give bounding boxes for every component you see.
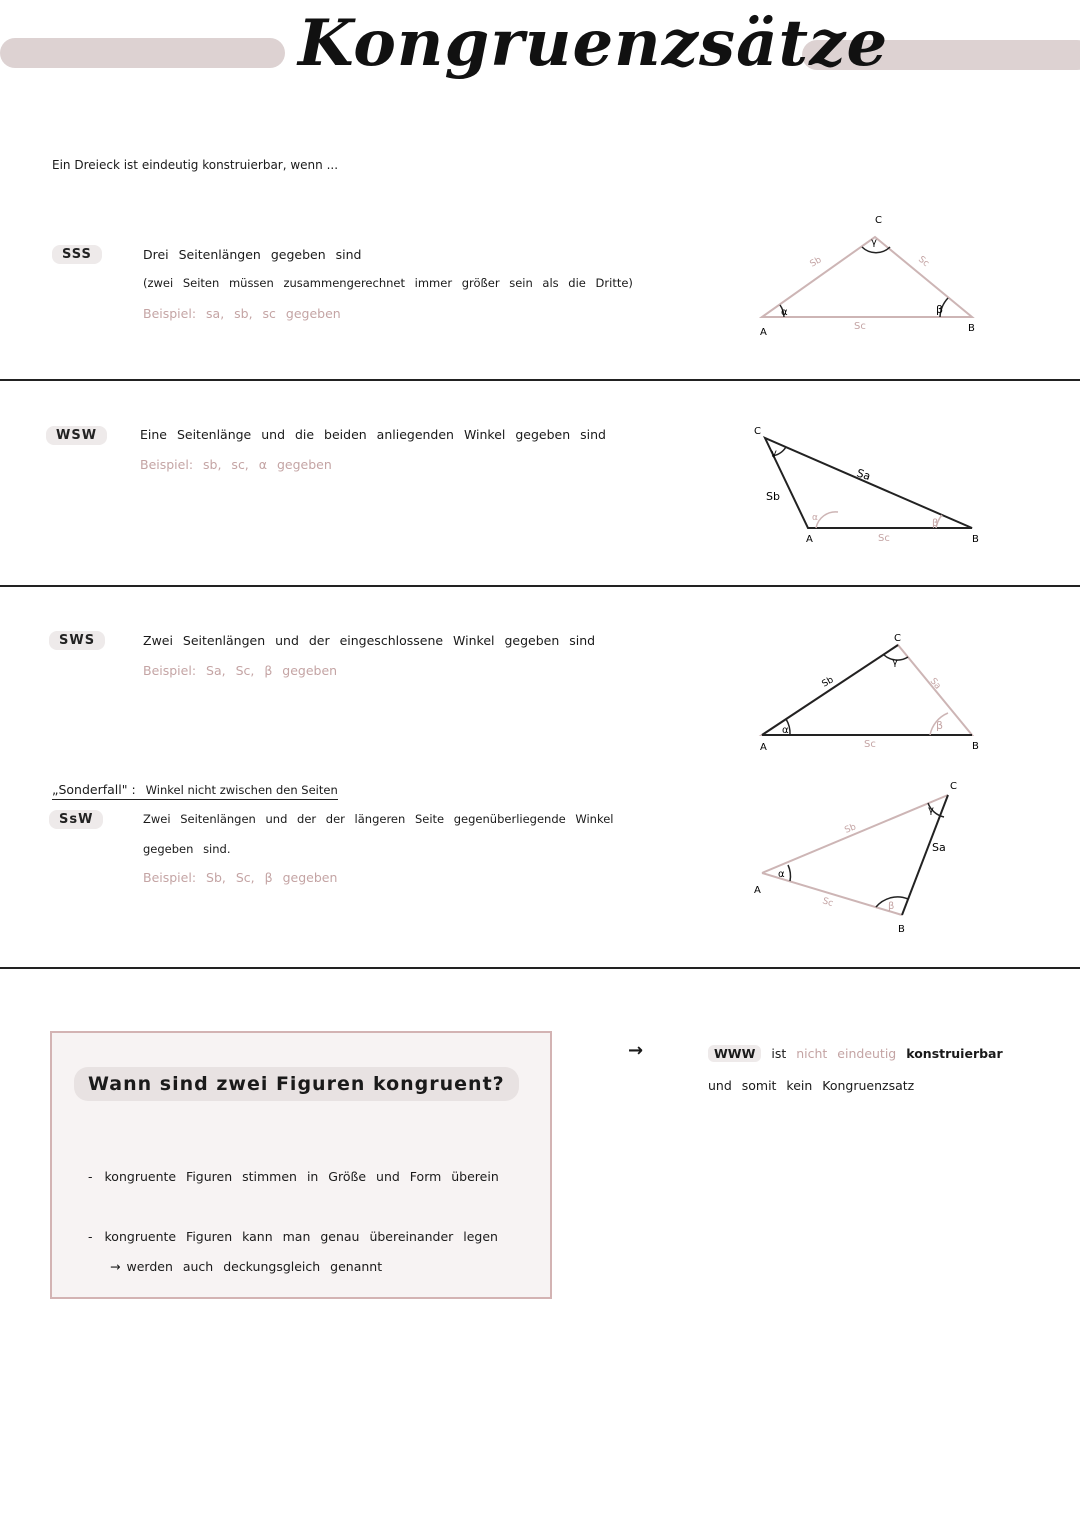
- wsw-line-1: Eine Seitenlänge und die beiden anliegenden Winkel gegeben sind: [140, 427, 606, 442]
- example-suffix: gegeben: [285, 306, 341, 321]
- triangle-sss: [750, 205, 990, 345]
- sss-line-1: Drei Seitenlängen gegeben sind: [143, 247, 362, 262]
- arrow-icon: →: [110, 1259, 121, 1274]
- ssw-line-2: gegeben sind.: [143, 842, 231, 856]
- vertex-a: A: [806, 534, 813, 545]
- example-values: Sb, Sc, β: [206, 870, 273, 885]
- tag-wsw: WSW: [46, 426, 107, 445]
- www-arrow: →: [628, 1040, 644, 1061]
- sws-example: [143, 663, 337, 678]
- triangle-wsw: [750, 420, 990, 555]
- angle-beta: β: [936, 719, 944, 732]
- page-title: Kongruenzsätze: [298, 6, 889, 81]
- tag-sws: SWS: [49, 631, 105, 650]
- vertex-c: C: [875, 215, 882, 226]
- example-label: Beispiel:: [140, 457, 194, 472]
- angle-alpha: α: [778, 869, 785, 880]
- bullet-sub: [110, 1259, 382, 1274]
- angle-gamma: γ: [892, 657, 898, 668]
- sws-line-1: Zwei Seitenlängen und der eingeschlossene Winkel gegeben sind: [143, 633, 596, 648]
- ssw-example: [143, 870, 337, 885]
- side-sb: Sb: [843, 822, 858, 836]
- example-values: Sa, Sc, β: [206, 663, 273, 678]
- tag-sss: SSS: [52, 245, 102, 264]
- side-sb: Sb: [820, 675, 836, 690]
- example-label: Beispiel:: [143, 870, 197, 885]
- side-sc: Sc: [821, 896, 835, 910]
- bullet-text: kongruente Figuren kann man genau übereinander legen: [104, 1229, 498, 1244]
- congruence-box: [50, 1031, 552, 1299]
- side-sb: Sb: [808, 255, 824, 270]
- sub-text: werden auch deckungsgleich genannt: [126, 1259, 383, 1274]
- ssw-line-1: Zwei Seitenlängen und der der längeren Seite gegenüberliegende Winkel: [143, 812, 614, 826]
- angle-alpha: α: [782, 725, 789, 736]
- divider-3: [0, 967, 1080, 969]
- triangle-ssw: [750, 775, 990, 940]
- vertex-a: A: [754, 885, 761, 896]
- side-sa: Sa: [932, 841, 946, 854]
- tag-ssw: SsW: [49, 810, 103, 829]
- vertex-b: B: [972, 534, 979, 545]
- sonderfall-label: „Sonderfall" :: [52, 782, 136, 797]
- bullet-text: kongruente Figuren stimmen in Größe und Form überein: [104, 1169, 499, 1184]
- divider-2: [0, 585, 1080, 587]
- example-label: Beispiel:: [143, 663, 197, 678]
- www-tag: WWW: [708, 1045, 761, 1062]
- intro-text: Ein Dreieck ist eindeutig konstruierbar, wenn ...: [52, 158, 339, 172]
- vertex-c: C: [754, 426, 761, 437]
- vertex-a: A: [760, 742, 767, 753]
- side-sa: Sa: [855, 466, 873, 484]
- angle-gamma: γ: [871, 237, 877, 248]
- angle-beta: β: [932, 518, 939, 529]
- angle-beta: β: [888, 901, 895, 912]
- angle-gamma: γ: [928, 805, 934, 816]
- side-sb: Sb: [766, 490, 780, 503]
- wsw-example: [140, 457, 332, 472]
- sss-example: [143, 306, 341, 321]
- sonderfall-heading: [52, 782, 338, 800]
- triangle-sws: [750, 625, 990, 760]
- vertex-a: A: [760, 327, 767, 338]
- sss-line-2: (zwei Seiten müssen zusammengerechnet immer größer sein als die Dritte): [143, 276, 633, 290]
- www-line-2: und somit kein Kongruenzsatz: [708, 1078, 915, 1093]
- example-values: sb, sc, α: [203, 457, 267, 472]
- example-values: sa, sb, sc: [206, 306, 276, 321]
- side-sc: Sc: [864, 739, 876, 750]
- bullet-dash: -: [88, 1229, 93, 1244]
- www-constructable: konstruierbar: [906, 1046, 1003, 1061]
- example-suffix: gegeben: [276, 457, 332, 472]
- box-heading: Wann sind zwei Figuren kongruent?: [74, 1067, 519, 1101]
- sonderfall-text: Winkel nicht zwischen den Seiten: [145, 783, 338, 797]
- vertex-c: C: [894, 633, 901, 644]
- example-label: Beispiel:: [143, 306, 197, 321]
- bullet-1: [88, 1169, 499, 1184]
- vertex-b: B: [898, 924, 905, 935]
- angle-gamma: γ: [771, 448, 777, 459]
- angle-alpha: α: [781, 307, 788, 318]
- vertex-b: B: [968, 323, 975, 334]
- example-suffix: gegeben: [282, 663, 338, 678]
- side-sc-right: Sc: [916, 254, 931, 270]
- example-suffix: gegeben: [282, 870, 338, 885]
- divider-1: [0, 379, 1080, 381]
- angle-beta: β: [936, 303, 944, 316]
- header-bar-left: [0, 38, 285, 68]
- www-not-unique: nicht eindeutig: [796, 1046, 897, 1061]
- side-sc: Sc: [854, 321, 866, 332]
- vertex-b: B: [972, 741, 979, 752]
- www-line-1: [708, 1046, 1003, 1061]
- www-is: ist: [771, 1046, 787, 1061]
- side-sa: Sa: [927, 676, 943, 692]
- side-sc: Sc: [878, 533, 890, 544]
- angle-alpha: α: [812, 513, 818, 523]
- vertex-c: C: [950, 781, 957, 792]
- bullet-dash: -: [88, 1169, 93, 1184]
- bullet-2: [88, 1229, 498, 1244]
